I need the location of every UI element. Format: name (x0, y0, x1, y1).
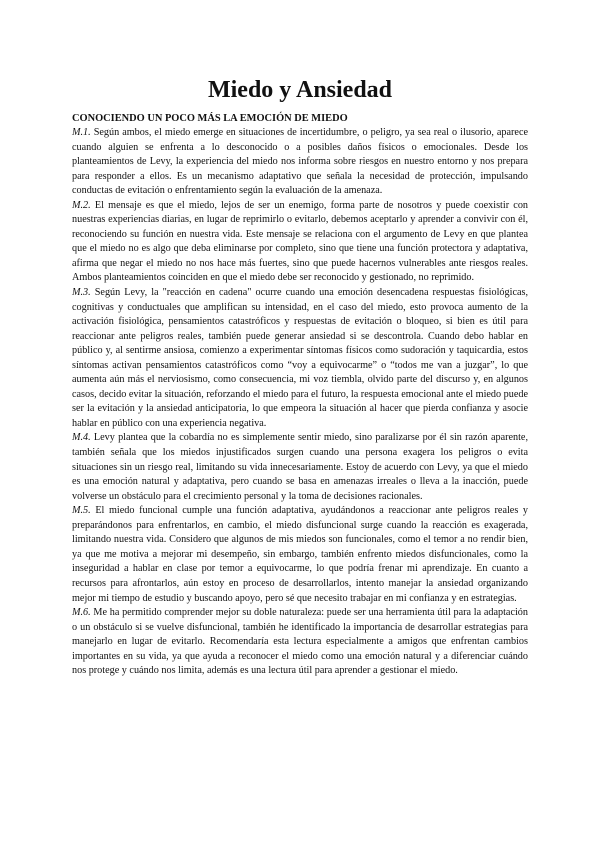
document-title: Miedo y Ansiedad (207, 77, 393, 103)
paragraph-m3 (72, 286, 528, 431)
paragraph-m4 (72, 431, 528, 504)
paragraph-label: M.4. (72, 432, 91, 444)
paragraph-label: M.6. (72, 607, 91, 619)
paragraph-m6 (72, 606, 528, 679)
paragraph-m5 (72, 504, 528, 606)
paragraph-m2 (72, 199, 528, 286)
paragraph-text: El miedo funcional cumple una función adaptativa, ayudándonos a reaccionar ante peligros reales y preparándonos para enfrentarlos, en cambio, el miedo disfuncional surge cuando la reacción es exagerada, limitando nuestra vida. Considero que algunos de mis miedos son funcionales, como el temor a no rendir bien, ya que me motiva a mejorar mi desempeño, sin embargo, también enfrento miedos disfuncionales, como la inseguridad a hablar en clase por temor a equivocarme, lo que podría frenar mi aprendizaje. En cuanto a recursos para afrontarlos, aún estoy en proceso de desarrollarlos, intento manejar la ansiedad organizando mejor mi tiempo de estudio y buscando apoyo, pero sé que necesito trabajar en mi confianza y en estrategias. (72, 505, 529, 604)
paragraph-label: M.1. (72, 127, 91, 138)
paragraph-text: Según ambos, el miedo emerge en situaciones de incertidumbre, o peligro, ya sea real o ilusorio, aparece cuando alguien se enfrenta a lo desconocido o a posibles daños físicos o emocionales. Desde los planteamientos de Levy, la experiencia del miedo nos informa sobre riesgos en nuestro entorno y nos prepara para responder a ellos. Es un mecanismo adaptativo que señala la necesidad de protección, impulsando conductas de evitación o enfrentamiento según la evaluación de la amenaza. (72, 127, 528, 197)
paragraph-text: Me ha permitido comprender mejor su doble naturaleza: puede ser una herramienta útil para la adaptación o un obstáculo si se vuelve disfuncional, también he identificado la importancia de desarrollar estrategias para manejarlo en lugar de evitarlo. Recomendaría esta lectura especialmente a amigos que enfrentan cambios importantes en su vida, ya que ayuda a reconocer el miedo como una emoción natural y a diferenciar cuándo nos protege y cuándo nos limita, además es una lectura útil para aprender a gestionar el miedo. (72, 607, 528, 677)
paragraph-label: M.5. (72, 505, 91, 517)
section-heading: CONOCIENDO UN POCO MÁS LA EMOCIÓN DE MIEDO (72, 113, 348, 124)
paragraph-text: Según Levy, la "reacción en cadena" ocurre cuando una emoción desencadena respuestas fisiológicas, cognitivas y conductuales que amplifican su intensidad, en el caso del miedo, esto provoca aumento de la activación fisiológica, pensamientos catastróficos y respuestas de evitación o bloqueo, si bien es útil para reaccionar ante peligros reales, también puede generar ansiedad si se descontrola. Cuando debo hablar en público y, al sentirme ansiosa, comienzo a experimentar síntomas físicos como sudoración y taquicardia, estos síntomas activan pensamientos catastróficos como “voy a equivocarme” o “todos me van a juzgar”, lo que aumenta aún más el nerviosismo, como consecuencia, mi voz tiembla, olvido parte del discurso y, en algunos casos, decido evitar la situación, reforzando el miedo para el futuro, la respuesta emocional ante el miedo puede ser la evitación y la ansiedad anticipatoria, lo que empeora la situación al hacer que pierda confianza y asocie hablar en público con una experiencia negativa. (72, 287, 529, 429)
paragraph-label: M.2. (72, 199, 91, 211)
paragraph-m1 (72, 126, 528, 199)
paragraph-text: El mensaje es que el miedo, lejos de ser un enemigo, forma parte de nosotros y puede coexistir con nuestras experiencias diarias, en lugar de reprimirlo o evitarlo, debemos aceptarlo y aprender a convivir con él, reconociendo su función en nuestra vida. Este mensaje se relaciona con el argumento de Levy en que plantea que el miedo no es algo que deba eliminarse por completo, sino que tiene una función protectora y adaptativa, afirma que negar el miedo no nos hace más fuertes, sino que puede hacernos vulnerables ante riesgos reales. Ambos planteamientos coinciden en que el miedo debe ser reconocido y gestionado, no reprimido. (72, 199, 529, 284)
paragraph-text: Levy plantea que la cobardía no es simplemente sentir miedo, sino paralizarse por él sin razón aparente, también señala que los miedos injustificados surgen cuando una persona exagera los peligros o evita situaciones sin un riesgo real, limitando su vida innecesariamente. Estoy de acuerdo con Levy, ya que el miedo es una emoción natural y adaptativa, pero cuando se basa en amenazas irreales o lleva a la inacción, puede volverse un obstáculo para el crecimiento personal y la toma de decisiones racionales. (72, 432, 529, 502)
paragraph-label: M.3. (72, 287, 91, 299)
